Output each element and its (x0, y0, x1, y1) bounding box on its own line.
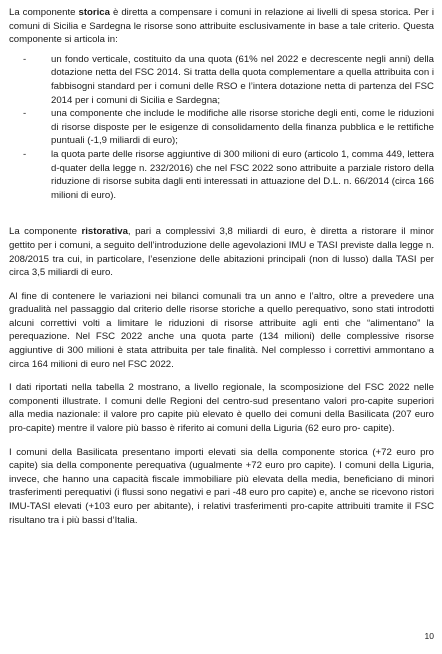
text-run: La componente (9, 226, 82, 238)
paragraph-correttivi: Al fine di contenere le variazioni nei bilanci comunali tra un anno e l’altro, oltre a prevedere una gradualità nel passaggio dal criterio delle risorse storiche a quello perequativo, sono stati introdotti alcuni correttivi volti a limitare le riduzioni di risorse attribuite agli enti che “alimentano” la perequazione. Nel FSC 2022 anche una quota parte (134 milioni) delle complessive risorse aggiuntive di 300 milioni è stata attribuita per tale finalità. Nel complesso i correttivi ammontano a circa 164 milioni di euro nel FSC 2022. (9, 290, 434, 370)
list-item (9, 107, 434, 148)
list-item (9, 148, 434, 202)
page-number: 10 (424, 631, 434, 642)
text-run: , pari a complessivi 3,8 miliardi di euro, è diretta a ristorare il minor gettito per i comuni, a seguito dell’introduzione delle agevolazioni IMU e TASI previste dalla legge n. 208/2015 tra cui, in particolare, l’esenzione delle abitazioni principali (non di lusso) dalla TASI per circa 3,5 miliardi di euro. (9, 226, 434, 279)
paragraph-basilicata-liguria: I comuni della Basilicata presentano importi elevati sia della componente storica (+72 euro pro capite) sia della componente perequativa (ugualmente +72 euro pro capite). I comuni della Liguria, invece, che hanno una capacità fiscale immobiliare più elevata della media, beneficiano di minori trasferimenti perequativi (i flussi sono negativi e pari -48 euro pro capite) e, anche se ricevono ristori IMU-TASI elevati (+103 euro per abitante), i relativi trasferimenti pro-capite attribuiti tramite il FSC risultano tra i più bassi d’Italia. (9, 446, 434, 526)
component-list (9, 53, 434, 203)
list-dash: - (23, 108, 27, 120)
bold-term-ristorativa: ristorativa (81, 226, 128, 238)
document-body (9, 6, 434, 527)
list-item-text: un fondo verticale, costituito da una quota (61% nel 2022 e decrescente negli anni) della dotazione netta del FSC 2014. Si tratta della quota complementare a quella attribuita con i fabbisogni standard per i comuni delle RSO e l’intera dotazione netta di partenza del FSC 2014 per i comuni di Sicilia e Sardegna; (51, 53, 434, 106)
paragraph-storica (9, 6, 434, 47)
list-item-text: la quota parte delle risorse aggiuntive di 300 milioni di euro (articolo 1, comma 449, lettera d-quater della legge n. 232/2016) che nel FSC 2022 sono attribuite a parziale ristoro della riduzione di risorse subita dagli enti interessati in attuazione del D.L. n. 66/2014 (circa 166 milioni di euro). (51, 148, 434, 201)
text-run: La componente (9, 7, 79, 18)
bold-term-storica: storica (78, 7, 110, 18)
list-dash: - (23, 53, 27, 65)
paragraph-tabella: I dati riportati nella tabella 2 mostrano, a livello regionale, la scomposizione del FSC 2022 nelle componenti illustrate. I comuni delle Regioni del centro-sud presentano valori pro-capite superiori alla media nazionale: il valore pro capite più elevato è quello dei comuni della Basilicata (207 euro pro-capite) mentre il valore più basso è riferito ai comuni della Liguria (62 euro pro- capite). (9, 382, 434, 435)
text-run: è diretta a compensare i comuni in relazione ai livelli di spesa storica. Per i comuni di Sicilia e Sardegna le risorse sono attribuite esclusivamente in base a tale criterio. Questa componente si articola in: (9, 7, 434, 46)
paragraph-ristorativa (9, 225, 434, 279)
list-item-text: una componente che include le modifiche alle risorse storiche degli enti, come le riduzioni di risorse disposte per le esigenze di consolidamento della finanza pubblica e le rettifiche puntuali (-1,9 miliardi di euro); (51, 108, 434, 147)
list-item (9, 53, 434, 107)
list-dash: - (23, 148, 27, 160)
